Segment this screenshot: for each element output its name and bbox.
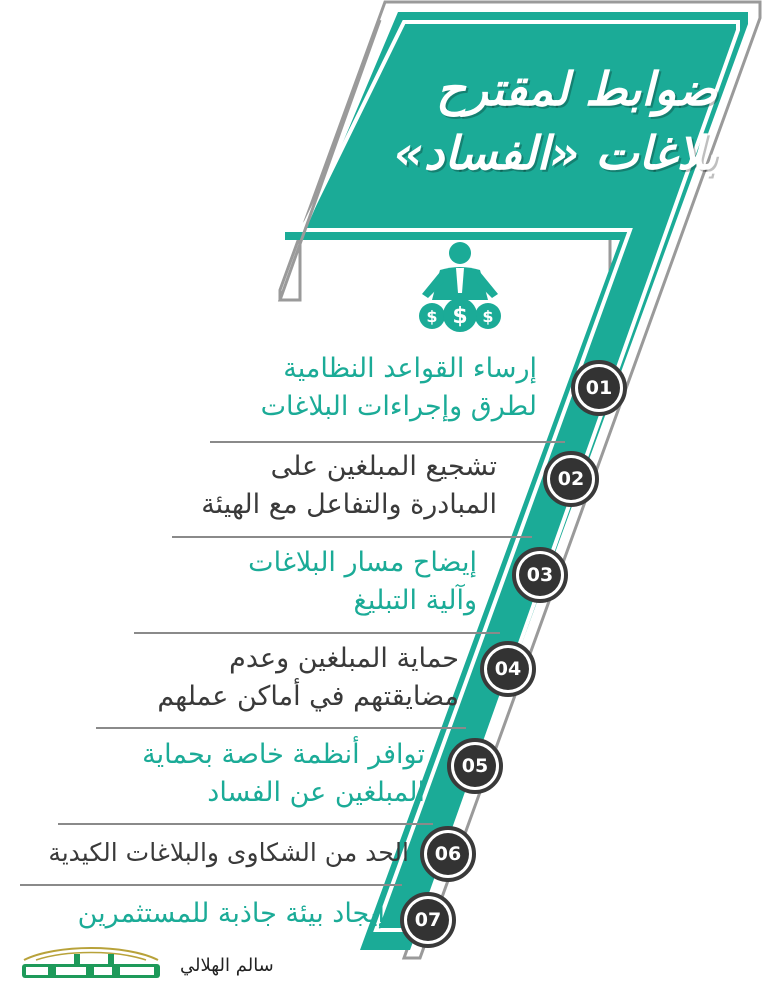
separator	[96, 727, 466, 729]
item-4-line-1: حماية المبلغين وعدم	[229, 643, 459, 674]
item-6-line-1: الحد من الشكاوى والبلاغات الكيدية	[48, 838, 409, 867]
item-2-text	[201, 448, 497, 524]
item-2-number: 02	[550, 458, 592, 500]
separator	[58, 823, 433, 825]
item-7-badge	[400, 892, 456, 948]
item-3-text	[248, 544, 477, 620]
item-3-badge	[512, 547, 568, 603]
item-2-badge	[543, 451, 599, 507]
item-4-text	[157, 640, 459, 716]
item-6-text	[48, 834, 409, 872]
separator	[134, 632, 500, 634]
item-5-badge	[447, 738, 503, 794]
item-4-line-2: مضايقتهم في أماكن عملهم	[157, 681, 459, 712]
item-6-number: 06	[427, 833, 469, 875]
item-3-line-1: إيضاح مسار البلاغات	[248, 547, 477, 578]
item-1-line-2: لطرق وإجراءات البلاغات	[260, 391, 537, 422]
item-4-number: 04	[487, 648, 529, 690]
okaz-logo	[16, 940, 166, 985]
title-line-2: بلاغات «الفساد»	[393, 126, 717, 180]
item-5-line-1: توافر أنظمة خاصة بحماية	[142, 739, 425, 770]
author-credit: سالم الهلالي	[180, 955, 274, 976]
item-1-line-1: إرساء القواعد النظامية	[283, 353, 537, 384]
item-7-number: 07	[407, 899, 449, 941]
businessman-money-icon	[410, 238, 510, 333]
svg-text:$: $	[426, 307, 438, 326]
item-5-text	[142, 736, 425, 812]
item-4-badge	[480, 641, 536, 697]
item-6-badge	[420, 826, 476, 882]
separator	[210, 441, 565, 443]
item-5-line-2: المبلغين عن الفساد	[207, 777, 425, 808]
item-7-line-1: إيجاد بيئة جاذبة للمستثمرين	[77, 898, 385, 929]
separator	[172, 536, 532, 538]
item-1-badge	[571, 360, 627, 416]
item-7-text	[78, 895, 385, 933]
item-1-number: 01	[578, 367, 620, 409]
svg-text:$: $	[452, 304, 468, 329]
separator	[20, 884, 402, 886]
title-line-1: ضوابط لمقترح	[436, 62, 717, 116]
item-1-text	[261, 350, 537, 426]
svg-text:$: $	[482, 307, 494, 326]
item-3-line-2: وآلية التبليغ	[353, 585, 477, 616]
item-2-line-1: تشجيع المبلغين على	[270, 451, 497, 482]
item-3-number: 03	[519, 554, 561, 596]
item-5-number: 05	[454, 745, 496, 787]
item-2-line-2: المبادرة والتفاعل مع الهيئة	[201, 489, 497, 520]
